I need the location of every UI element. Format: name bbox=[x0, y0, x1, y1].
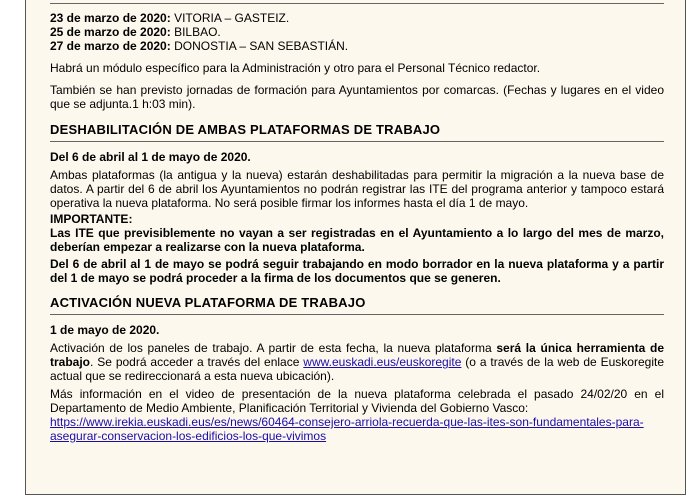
intro-paragraph-1: Habrá un módulo específico para la Administración y otro para el Personal Técnico redactor. bbox=[50, 61, 541, 75]
important-paragraph-2: Del 6 de abril al 1 de mayo se podrá seguir trabajando en modo borrador en la nueva plataforma y a partir del 1 de mayo se podrá proceder a la firma de los documentos que se generen. bbox=[50, 257, 664, 285]
document-panel bbox=[25, 0, 686, 495]
date-line: 23 de marzo de 2020: VITORIA – GASTEIZ. bbox=[50, 11, 290, 25]
section-title-deshabilitacion: DESHABILITACIÓN DE AMBAS PLATAFORMAS DE TRABAJO bbox=[50, 122, 664, 142]
section-title-activacion: ACTIVACIÓN NUEVA PLATAFORMA DE TRABAJO bbox=[50, 295, 664, 315]
section1-body: Ambas plataformas (la antigua y la nueva) estarán deshabilitadas para permitir la migración a la nueva base de datos. A partir del 6 de abril los Ayuntamientos no podrán registrar las ITE del programa anterior y tampoco estará operativa la nueva plataforma. No será posible firmar los informes hasta el día 1 de mayo. bbox=[50, 168, 664, 210]
intro-paragraph-2: También se han previsto jornadas de formación para Ayuntamientos por comarcas. (Fechas y lugares en el video que se adjunta.1 h:03 min). bbox=[50, 83, 664, 111]
section2-body: Activación de los paneles de trabajo. A partir de esta fecha, la nueva plataforma será la única herramienta de trabajo. Se podrá acceder a través del enlace www.euskadi.eus/euskoregite (o a través de la web de Euskoregite actual que se redireccionará a esta nueva ubicación). bbox=[50, 341, 665, 383]
section2-subtitle: 1 de mayo de 2020. bbox=[50, 323, 160, 337]
top-divider bbox=[50, 3, 664, 4]
irekia-link-block bbox=[50, 415, 664, 443]
training-dates bbox=[50, 11, 664, 53]
date-line: 25 de marzo de 2020: BILBAO. bbox=[50, 25, 221, 39]
irekia-news-link[interactable]: https://www.irekia.euskadi.eus/es/news/60464-consejero-arriola-recuerda-que-las-ites-son-fundamentales-para- asegurar-conservacion-los-edificios-los-que-vivimos bbox=[50, 415, 644, 443]
important-label: IMPORTANTE: bbox=[50, 212, 133, 226]
date-line: 27 de marzo de 2020: DONOSTIA – SAN SEBASTIÁN. bbox=[50, 39, 349, 53]
section1-subtitle: Del 6 de abril al 1 de mayo de 2020. bbox=[50, 150, 251, 164]
important-paragraph-1: Las ITE que previsiblemente no vayan a ser registradas en el Ayuntamiento a lo largo del mes de marzo, deberían empezar a realizarse con la nueva plataforma. bbox=[50, 226, 664, 254]
document-content bbox=[50, 11, 664, 443]
euskoregite-link[interactable]: www.euskadi.eus/euskoregite bbox=[303, 355, 462, 369]
more-info-paragraph: Más información en el video de presentación de la nueva plataforma celebrada el pasado 24/02/20 en el Departamento de Medio Ambiente, Planificación Territorial y Vivienda del Gobierno Vasco: bbox=[50, 387, 664, 415]
